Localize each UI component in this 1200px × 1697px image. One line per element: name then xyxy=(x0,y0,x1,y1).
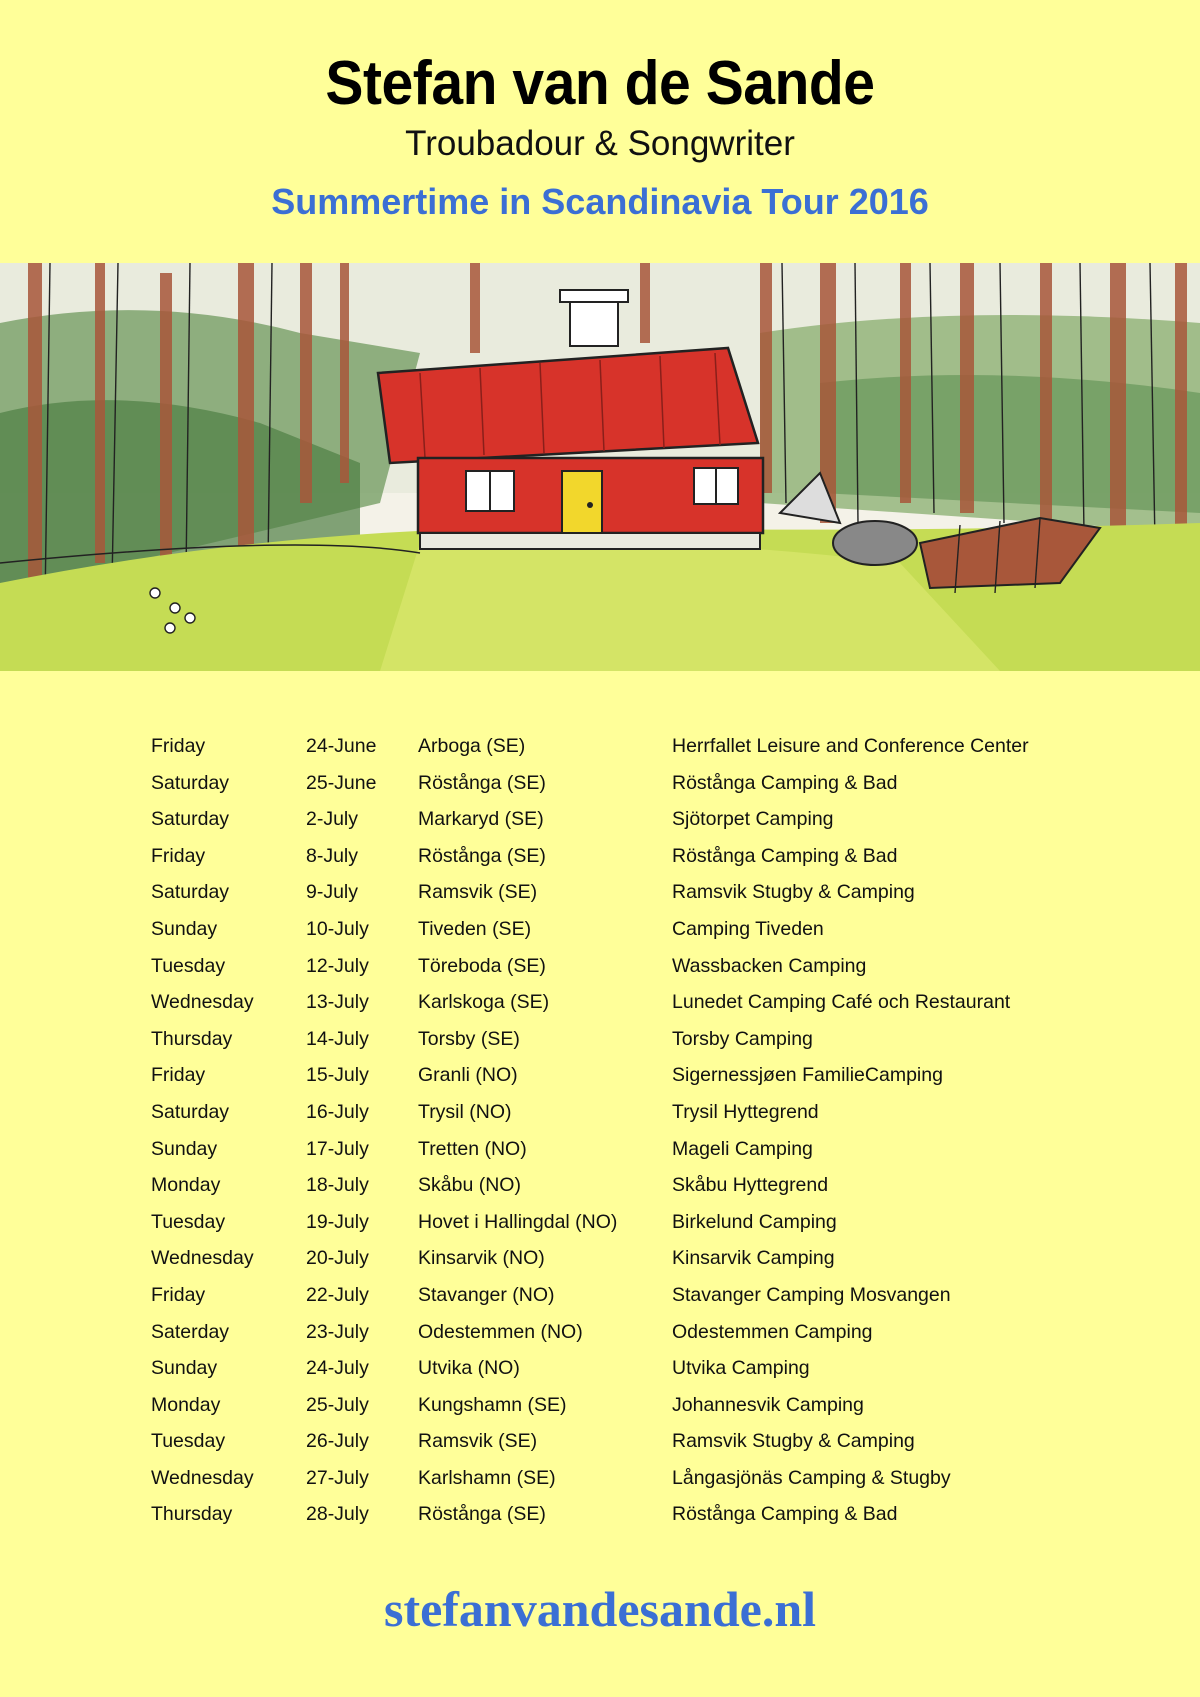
schedule-town: Röstånga (SE) xyxy=(418,1503,546,1526)
schedule-day: Saturday xyxy=(151,808,230,831)
schedule-venue: Utvika Camping xyxy=(672,1357,810,1380)
schedule-date: 10-July xyxy=(306,917,369,940)
schedule-date: 20-July xyxy=(306,1247,369,1270)
schedule-venue: Ramsvik Stugby & Camping xyxy=(672,1430,915,1453)
schedule-day: Saterday xyxy=(151,1320,230,1343)
schedule-date: 2-July xyxy=(306,808,359,831)
schedule-day: Friday xyxy=(151,1283,206,1306)
schedule-venue: Trysil Hyttegrend xyxy=(672,1100,819,1123)
tour-title: Summertime in Scandinavia Tour 2016 xyxy=(271,181,929,222)
schedule-venue: Röstånga Camping & Bad xyxy=(672,1503,898,1526)
schedule-town: Utvika (NO) xyxy=(418,1357,520,1380)
schedule-date: 13-July xyxy=(306,991,369,1014)
schedule-venue: Sigernessjøen FamilieCamping xyxy=(672,1064,943,1087)
schedule-town: Ramsvik (SE) xyxy=(418,881,538,904)
schedule-day: Saturday xyxy=(151,1100,230,1123)
schedule-town: Ramsvik (SE) xyxy=(418,1430,538,1453)
schedule-day: Friday xyxy=(151,1064,206,1087)
schedule-day: Wednesday xyxy=(151,991,254,1014)
schedule-date: 8-July xyxy=(306,844,359,867)
schedule-venue: Röstånga Camping & Bad xyxy=(672,771,898,794)
schedule-venue: Birkelund Camping xyxy=(672,1210,837,1233)
schedule-day: Tuesday xyxy=(151,1210,226,1233)
schedule-date: 28-July xyxy=(306,1503,369,1526)
schedule-date: 27-July xyxy=(306,1466,369,1489)
schedule-town: Töreboda (SE) xyxy=(418,954,546,977)
schedule-venue: Johannesvik Camping xyxy=(672,1393,864,1416)
schedule-town: Skåbu (NO) xyxy=(418,1174,521,1197)
schedule-venue: Odestemmen Camping xyxy=(672,1320,873,1343)
schedule-town: Tretten (NO) xyxy=(418,1137,527,1160)
schedule-venue: Röstånga Camping & Bad xyxy=(672,844,898,867)
schedule-venue: Stavanger Camping Mosvangen xyxy=(672,1283,951,1306)
artist-name: Stefan van de Sande xyxy=(325,49,875,118)
schedule-town: Tiveden (SE) xyxy=(418,917,532,940)
schedule-day: Friday xyxy=(151,735,206,757)
schedule-town: Karlshamn (SE) xyxy=(418,1466,556,1489)
schedule-date: 17-July xyxy=(306,1137,369,1160)
schedule-date: 23-July xyxy=(306,1320,369,1343)
schedule-town: Karlskoga (SE) xyxy=(418,991,550,1014)
schedule-venue: Wassbacken Camping xyxy=(672,954,867,977)
schedule-town: Trysil (NO) xyxy=(418,1100,512,1123)
schedule-day: Tuesday xyxy=(151,954,226,977)
schedule-day: Saturday xyxy=(151,771,230,794)
artist-subtitle: Troubadour & Songwriter xyxy=(405,124,795,163)
schedule-date: 14-July xyxy=(306,1027,369,1050)
schedule-town: Arboga (SE) xyxy=(418,735,526,757)
schedule-day: Friday xyxy=(151,844,206,867)
schedule-town: Kinsarvik (NO) xyxy=(418,1247,545,1270)
schedule-day: Monday xyxy=(151,1393,221,1416)
schedule-venue: Torsby Camping xyxy=(672,1027,813,1050)
schedule-day: Monday xyxy=(151,1174,221,1197)
schedule-date: 15-July xyxy=(306,1064,369,1087)
schedule-date: 24-June xyxy=(306,735,377,757)
schedule-venue: Camping Tiveden xyxy=(672,917,824,940)
schedule-venue: Sjötorpet Camping xyxy=(672,808,834,831)
schedule-date: 12-July xyxy=(306,954,369,977)
schedule-venue: Kinsarvik Camping xyxy=(672,1247,835,1270)
schedule-day: Saturday xyxy=(151,881,230,904)
schedule-town: Röstånga (SE) xyxy=(418,771,546,794)
schedule-town: Stavanger (NO) xyxy=(418,1283,555,1306)
schedule-date: 26-July xyxy=(306,1430,369,1453)
schedule-date: 24-July xyxy=(306,1357,369,1380)
schedule-town: Granli (NO) xyxy=(418,1064,518,1087)
schedule-date: 9-July xyxy=(306,881,359,904)
schedule-venue: Långasjönäs Camping & Stugby xyxy=(672,1466,951,1489)
schedule-day: Thursday xyxy=(151,1027,233,1050)
schedule-date: 19-July xyxy=(306,1210,369,1233)
schedule-town: Hovet i Hallingdal (NO) xyxy=(418,1210,618,1233)
website-link[interactable]: stefanvandesande.nl xyxy=(383,1581,817,1637)
schedule-day: Thursday xyxy=(151,1503,233,1526)
schedule-date: 25-June xyxy=(306,771,377,794)
schedule-day: Wednesday xyxy=(151,1466,254,1489)
schedule-date: 18-July xyxy=(306,1174,369,1197)
schedule-day: Wednesday xyxy=(151,1247,254,1270)
cabin-painting xyxy=(0,263,1200,671)
schedule-venue: Lunedet Camping Café och Restaurant xyxy=(672,991,1011,1014)
schedule-day: Tuesday xyxy=(151,1430,226,1453)
schedule-venue: Ramsvik Stugby & Camping xyxy=(672,881,915,904)
schedule-town: Torsby (SE) xyxy=(418,1027,520,1050)
schedule-town: Markaryd (SE) xyxy=(418,808,544,831)
schedule-day: Sunday xyxy=(151,1137,218,1160)
schedule-town: Odestemmen (NO) xyxy=(418,1320,583,1343)
schedule-town: Röstånga (SE) xyxy=(418,844,546,867)
schedule-town: Kungshamn (SE) xyxy=(418,1393,567,1416)
schedule-venue: Mageli Camping xyxy=(672,1137,813,1160)
schedule-venue: Herrfallet Leisure and Conference Center xyxy=(672,735,1029,757)
schedule-day: Sunday xyxy=(151,917,218,940)
schedule-date: 16-July xyxy=(306,1100,369,1123)
schedule-day: Sunday xyxy=(151,1357,218,1380)
schedule-date: 25-July xyxy=(306,1393,369,1416)
schedule-venue: Skåbu Hyttegrend xyxy=(672,1174,829,1197)
schedule-date: 22-July xyxy=(306,1283,369,1306)
